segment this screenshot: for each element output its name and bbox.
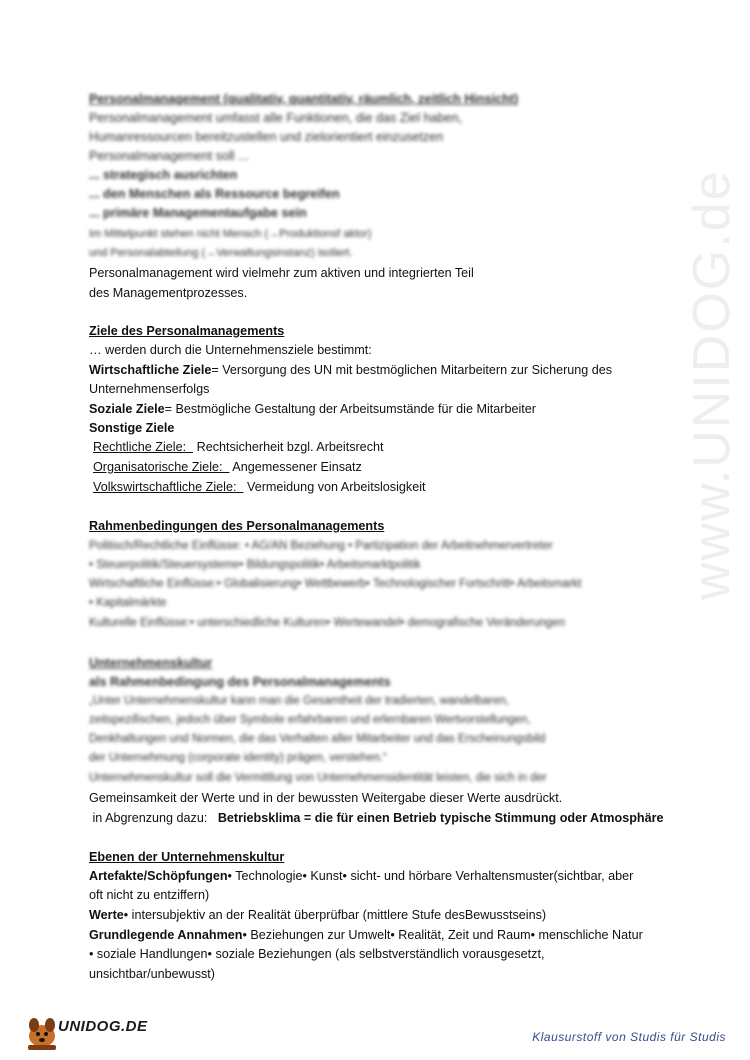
grundlegende-annahmen-cont: unsichtbar/unbewusst)	[89, 967, 216, 981]
sonstige-ziele: Sonstige Ziele	[89, 421, 175, 435]
blurred-line: ... den Menschen als Ressource begreifen	[89, 187, 340, 201]
blurred-line: Personalmanagement soll ...	[89, 149, 249, 163]
artefakte-cont: oft nicht zu entziffern)	[89, 888, 210, 902]
text: = Versorgung des UN mit bestmöglichen Mitarbeitern zur Sicherung des	[211, 363, 613, 377]
intro-line: des Managementprozesses.	[89, 286, 248, 300]
section-heading-ziele: Ziele des Personalmanagements	[89, 324, 285, 338]
kultur-abgrenzung	[89, 809, 664, 828]
section-heading-ebenen: Ebenen der Unternehmenskultur	[89, 850, 285, 864]
rechtliche-ziele	[93, 438, 384, 457]
text: Rechtsicherheit bzgl. Arbeitsrecht	[193, 440, 384, 454]
label: Artefakte/Schöpfungen	[89, 869, 228, 883]
blurred-line: Im Mittelpunkt stehen nicht Mensch (→Produktionsf aktor)	[89, 228, 372, 240]
intro-line: Personalmanagement wird vielmehr zum aktiven und integrierten Teil	[89, 266, 474, 280]
label: Organisatorische Ziele:	[93, 460, 230, 474]
blurred-line: der Unternehmung (corporate identity) prägen, verstehen.“	[89, 752, 387, 764]
text: • intersubjektiv an der Realität überprüfbar (mittlere Stufe desBewusstseins)	[123, 908, 547, 922]
kultur-gemeinsamkeit: Gemeinsamkeit der Werte und in der bewussten Weitergabe dieser Werte ausdrückt.	[89, 791, 563, 805]
blurred-line: • Kapitalmärkte	[89, 597, 167, 609]
blurred-line: Wirtschaftliche Einflüsse:• Globalisierung• Wettbewerb• Technologischer Fortschritt• Arbeitsmarkt	[89, 578, 582, 590]
ziele-subline: … werden durch die Unternehmensziele bestimmt:	[89, 343, 372, 357]
text: Vermeidung von Arbeitslosigkeit	[243, 480, 426, 494]
volkswirtschaftliche-ziele	[93, 478, 426, 497]
soziale-ziele	[89, 400, 536, 419]
watermark: www.UNIDOG.de	[683, 169, 741, 600]
blurred-line: ... primäre Managementaufgabe sein	[89, 206, 307, 220]
werte	[89, 906, 546, 925]
label: Grundlegende Annahmen	[89, 928, 243, 942]
logo-text: UNIDOG.DE	[58, 1018, 148, 1035]
text: Angemessener Einsatz	[229, 460, 362, 474]
blurred-line: Humanressourcen bereitzustellen und zielorientiert einzusetzen	[89, 130, 444, 144]
blurred-line: Personalmanagement umfasst alle Funktionen, die das Ziel haben,	[89, 111, 463, 125]
grundlegende-annahmen	[89, 926, 643, 945]
label: Soziale Ziele	[89, 402, 165, 416]
blurred-line: als Rahmenbedingung des Personalmanagements	[89, 675, 391, 689]
blurred-line: • Steuerpolitik/Steuersysteme• Bildungspolitik• Arbeitsmarktpolitik	[89, 559, 421, 571]
label: Rechtliche Ziele:	[93, 440, 194, 454]
blurred-line: Unternehmenskultur soll die Vermittlung von Unternehmensidentität leisten, die sich in der	[89, 772, 547, 784]
wirtschaftliche-ziele-cont: Unternehmenserfolgs	[89, 382, 210, 396]
blurred-line: Denkhaltungen und Normen, die das Verhalten aller Mitarbeiter und das Erscheinungsbild	[89, 733, 546, 745]
section-heading-rahmen: Rahmenbedingungen des Personalmanagements	[89, 519, 385, 533]
text: in Abgrenzung dazu:	[89, 811, 218, 825]
blurred-line: Politisch/Rechtliche Einflüsse: • AG/AN Beziehung • Partizipation der Arbeitnehmervertreter	[89, 540, 553, 552]
blurred-line: zeitspezifischen, jedoch über Symbole erfahrbaren und erlernbaren Wertvorstellungen,	[89, 714, 531, 726]
footer-tagline: Klausurstoff von Studis für Studis	[532, 1030, 726, 1044]
blurred-heading: Personalmanagement (qualitativ, quantitativ, räumlich, zeitlich Hinsicht)	[89, 92, 519, 106]
blurred-line: „Unter Unternehmenskultur kann man die Gesamtheit der tradierten, wandelbaren,	[89, 695, 509, 707]
label: Wirtschaftliche Ziele	[89, 363, 212, 377]
label: Volkswirtschaftliche Ziele:	[93, 480, 244, 494]
artefakte	[89, 867, 633, 886]
text: = Bestmögliche Gestaltung der Arbeitsumstände für die Mitarbeiter	[164, 402, 536, 416]
grundlegende-annahmen-cont: • soziale Handlungen• soziale Beziehungen (als selbstverständlich vorausgesetzt,	[89, 947, 545, 961]
blurred-heading: Unternehmenskultur	[89, 656, 213, 670]
wirtschaftliche-ziele	[89, 361, 612, 380]
text: • Technologie• Kunst• sicht- und hörbare Verhaltensmuster(sichtbar, aber	[227, 869, 634, 883]
blurred-line: und Personalabteilung (→Verwaltungsinstanz) isoliert.	[89, 247, 353, 259]
blurred-line: Kulturelle Einflüsse:• unterschiedliche Kulturen• Wertewandel• demografische Veränderungen	[89, 617, 565, 629]
text: • Beziehungen zur Umwelt• Realität, Zeit und Raum• menschliche Natur	[242, 928, 643, 942]
organisatorische-ziele	[93, 458, 362, 477]
blurred-line: ... strategisch ausrichten	[89, 168, 238, 182]
label: Werte	[89, 908, 124, 922]
betriebsklima-definition: Betriebsklima = die für einen Betrieb typische Stimmung oder Atmosphäre	[217, 811, 664, 825]
